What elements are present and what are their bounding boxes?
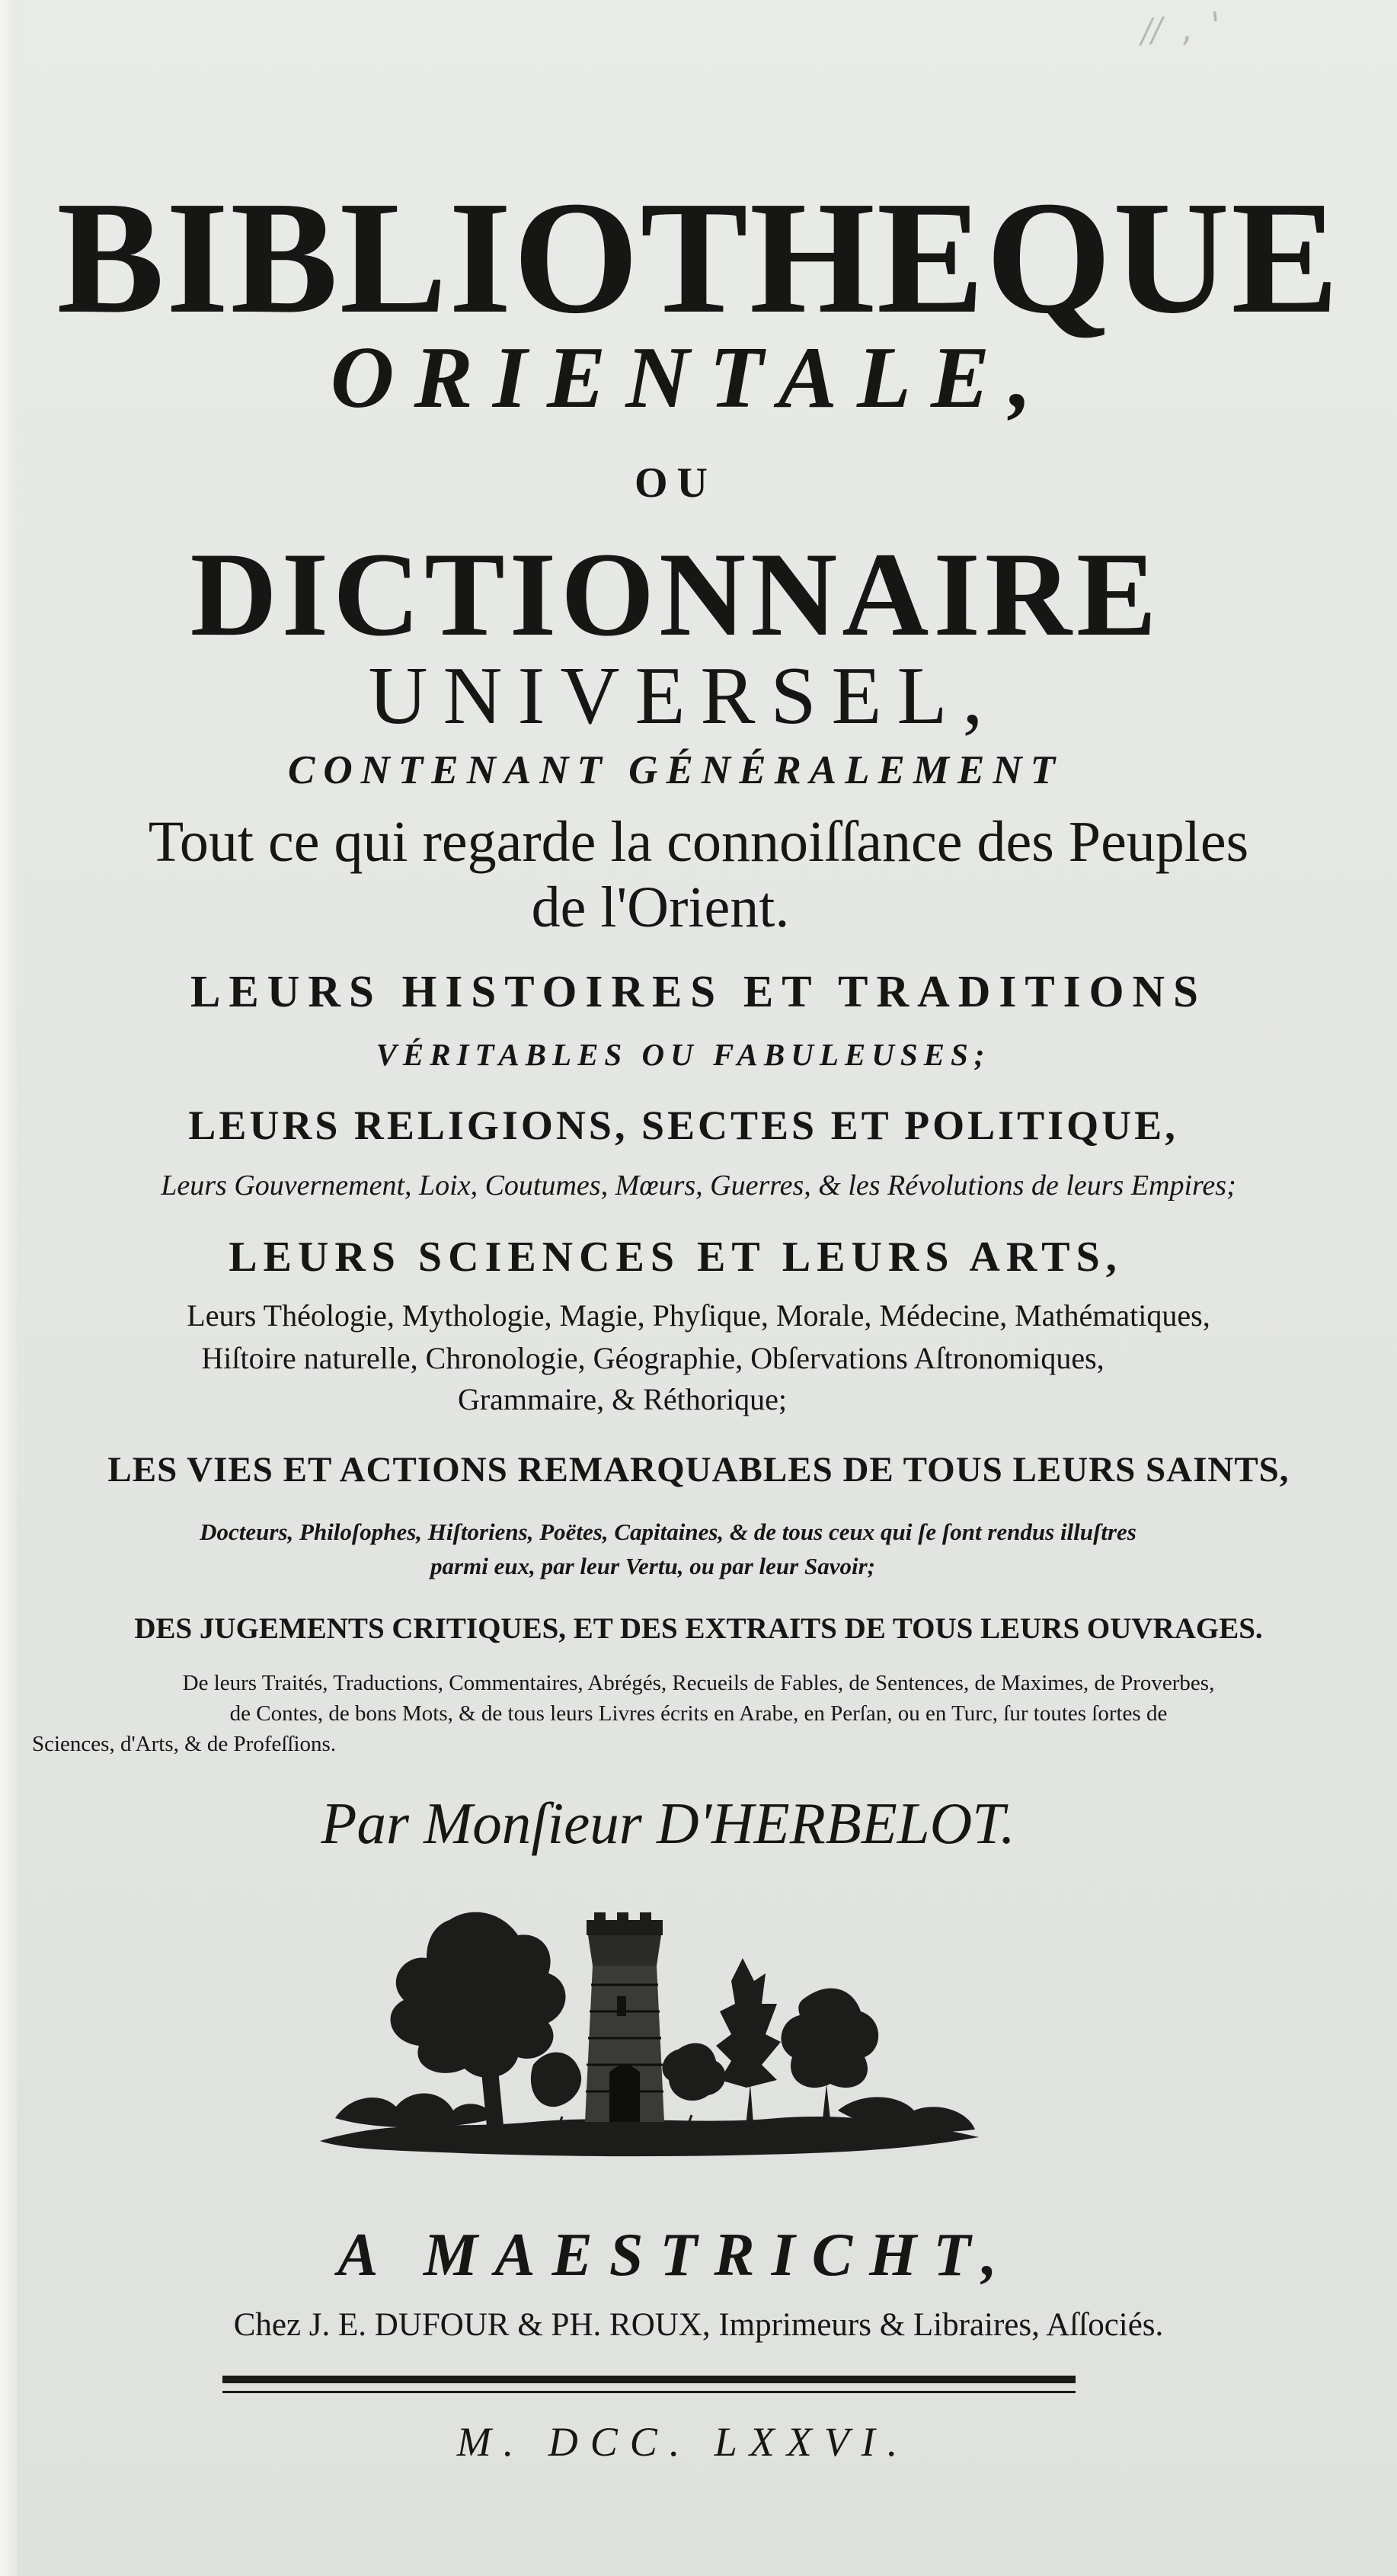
corner-marks: ⁄⁄ , ' [1141,3,1228,53]
double-rule-thick [222,2376,1076,2383]
description-line-1: Tout ce qui regarde la connoiſſance des Peuples [148,810,1249,874]
imprint-city: A MAESTRICHT, [337,2222,1014,2289]
subheading-gouvernement: Leurs Gouvernement, Loix, Coutumes, Mœurs, Guerres, & les Révolutions de leurs Empires; [161,1170,1236,1202]
subheading-veritables: VÉRITABLES OU FABULEUSES; [376,1037,991,1072]
jugements-list-1: De leurs Traités, Traductions, Commentaires, Abrégés, Recueils de Fables, de Sentences, de Maximes, de Proverbes, [182,1671,1215,1695]
subtitle-contenant: CONTENANT GÉNÉRALEMENT [288,748,1063,792]
title-dictionnaire: DICTIONNAIRE [190,528,1162,661]
heading-jugements: DES JUGEMENTS CRITIQUES, ET DES EXTRAITS DE TOUS LEURS OUVRAGES. [134,1612,1263,1645]
title-universel: UNIVERSEL, [368,651,999,741]
double-rule-thin [222,2391,1076,2393]
vies-list-1: Docteurs, Philoſophes, Hiſtoriens, Poëtes, Capitaines, & de tous ceux qui ſe ſont rendus illuſtres [200,1518,1136,1545]
title-ou: OU [635,459,717,507]
imprint-date: M. DCC. LXXVI. [456,2419,910,2465]
jugements-list-3: Sciences, d'Arts, & de Profeſſions. [32,1732,337,1756]
imprint-publisher: Chez J. E. DUFOUR & PH. ROUX, Imprimeurs & Libraires, Aſſociés. [233,2307,1164,2343]
author-line: Par Monſieur D'HERBELOT. [321,1790,1015,1856]
sciences-list-2: Hiſtoire naturelle, Chronologie, Géographie, Obſervations Aſtronomiques, [201,1341,1104,1375]
vies-list-2: parmi eux, par leur Vertu, ou par leur Savoir; [430,1553,875,1579]
heading-religions: LEURS RELIGIONS, SECTES ET POLITIQUE, [188,1102,1178,1148]
heading-histoires: LEURS HISTOIRES ET TRADITIONS [190,966,1207,1016]
title-orientale: ORIENTALE, [330,329,1052,427]
heading-vies: LES VIES ET ACTIONS REMARQUABLES DE TOUS LEURS SAINTS, [107,1450,1290,1490]
title-bibliotheque: BIBLIOTHEQUE [56,168,1341,347]
sciences-list-1: Leurs Théologie, Mythologie, Magie, Phyſique, Morale, Médecine, Mathématiques, [187,1298,1210,1333]
tower-landscape-engraving-icon [305,1890,990,2179]
jugements-list-2: de Contes, de bons Mots, & de tous leurs Livres écrits en Arabe, en Perſan, ou en Turc, ſur toutes ſortes de [229,1701,1168,1726]
heading-sciences: LEURS SCIENCES ET LEURS ARTS, [229,1234,1123,1281]
description-line-2: de l'Orient. [531,875,790,939]
sciences-list-3: Grammaire, & Réthorique; [457,1382,788,1416]
